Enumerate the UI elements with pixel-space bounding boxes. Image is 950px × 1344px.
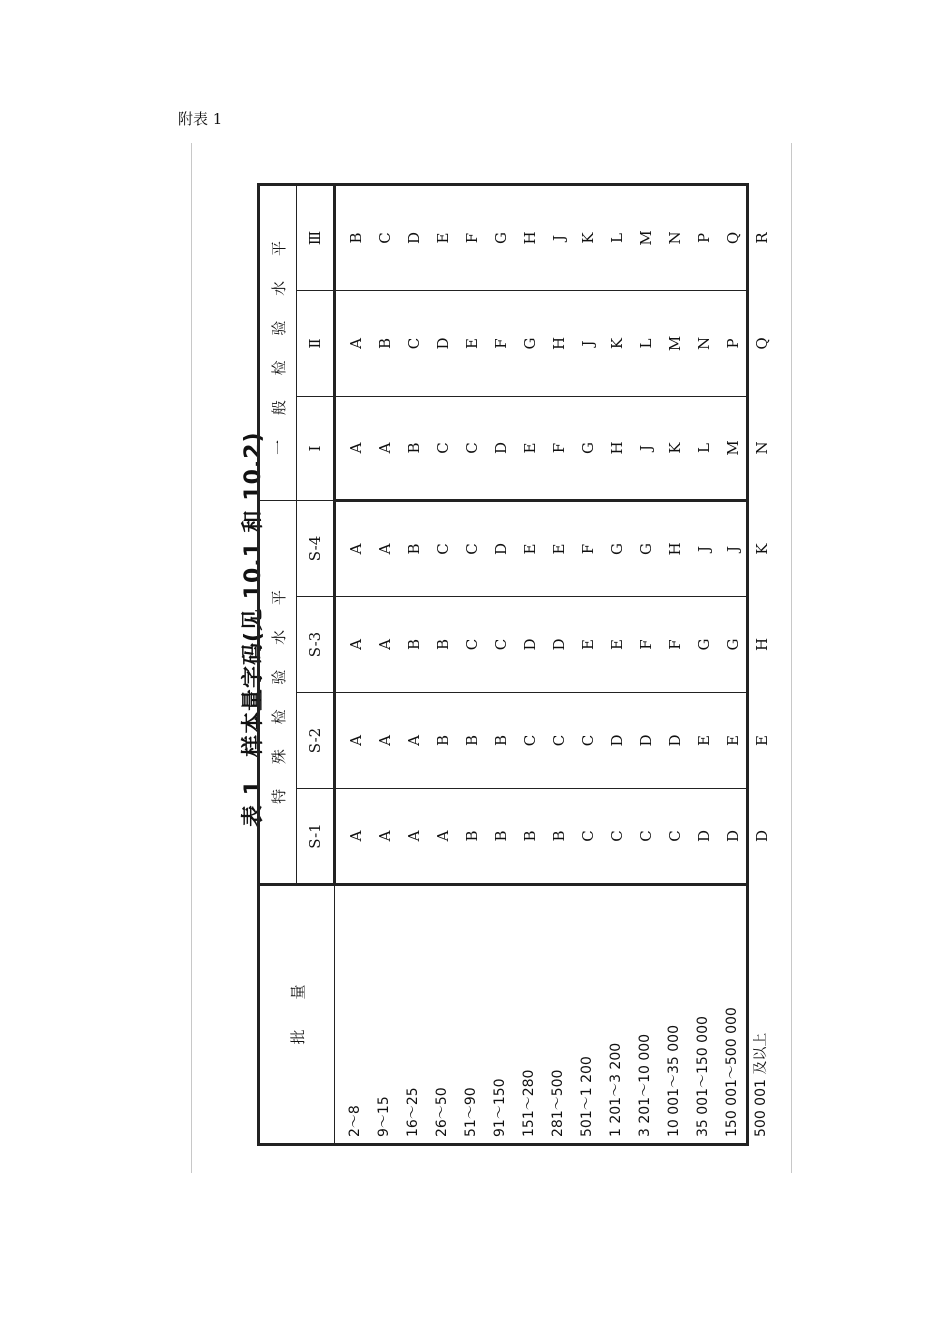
column-header: S-4 xyxy=(297,500,335,596)
rotated-table-block xyxy=(192,164,792,1146)
code-letter: L xyxy=(608,232,626,243)
code-letter: C xyxy=(608,830,626,842)
code-column-level-1 xyxy=(335,396,771,500)
lot-size-column xyxy=(335,885,769,1145)
code-letter: C xyxy=(463,442,481,454)
code-letter: D xyxy=(492,542,510,555)
code-letter: F xyxy=(666,639,684,650)
code-letter: C xyxy=(666,830,684,842)
code-letter: D xyxy=(492,441,510,454)
lot-size-value: 35 001～150 000 xyxy=(695,1016,711,1137)
code-letter: B xyxy=(405,638,423,651)
code-letter: B xyxy=(492,734,510,747)
code-letter: F xyxy=(579,543,597,555)
sample-size-code-table xyxy=(257,183,771,1146)
lot-size-value: 500 001 及以上 xyxy=(753,1032,769,1137)
code-letter: C xyxy=(637,830,655,842)
code-letter: A xyxy=(347,735,365,746)
column-header: Ⅲ xyxy=(297,184,335,290)
code-letter: B xyxy=(405,543,423,555)
lot-size-value: 2～8 xyxy=(347,1105,363,1137)
code-letter: C xyxy=(579,830,597,842)
code-letter: C xyxy=(492,638,510,651)
code-letter: E xyxy=(521,442,539,454)
code-letter: D xyxy=(666,734,684,747)
lot-size-value: 151～280 xyxy=(521,1069,537,1137)
code-letter: E xyxy=(434,232,452,244)
code-letter: B xyxy=(347,232,365,244)
lot-size-value: 51～90 xyxy=(463,1087,479,1137)
code-letter: F xyxy=(492,338,510,349)
code-letter: A xyxy=(405,830,423,842)
code-letter: A xyxy=(376,543,394,555)
code-column-s2 xyxy=(335,693,771,789)
code-letter: B xyxy=(550,830,568,842)
lot-size-value: 9～15 xyxy=(376,1096,392,1137)
code-letter: P xyxy=(724,338,742,349)
code-letter: A xyxy=(405,735,423,746)
code-letter: H xyxy=(666,542,684,556)
column-header: Ⅰ xyxy=(297,396,335,500)
code-letter: C xyxy=(376,232,394,244)
code-letter: E xyxy=(695,735,713,746)
code-letter: B xyxy=(405,442,423,454)
code-letter: A xyxy=(376,639,394,650)
code-letter: B xyxy=(463,830,481,842)
code-letter: K xyxy=(579,232,597,244)
code-letter: N xyxy=(695,336,713,351)
code-letter: H xyxy=(608,441,626,455)
code-letter: B xyxy=(521,830,539,842)
code-column-s3 xyxy=(335,597,771,693)
code-letter: G xyxy=(521,337,539,350)
code-letter: E xyxy=(463,338,481,349)
lot-size-value: 3 201～10 000 xyxy=(637,1033,653,1137)
code-column-level-3 xyxy=(335,184,771,290)
code-letter: A xyxy=(347,338,365,349)
code-letter: F xyxy=(463,232,481,244)
code-letter: D xyxy=(695,829,713,843)
code-letter: K xyxy=(753,543,771,555)
code-letter: R xyxy=(753,232,771,244)
code-letter: G xyxy=(579,441,597,454)
code-letter: M xyxy=(724,440,742,456)
code-letter: H xyxy=(550,336,568,351)
code-letter: P xyxy=(695,232,713,244)
code-letter: D xyxy=(608,734,626,747)
code-letter: B xyxy=(463,734,481,747)
code-letter: A xyxy=(347,543,365,555)
column-header: S-2 xyxy=(297,693,335,789)
table-body-row xyxy=(335,184,748,1144)
code-letter: A xyxy=(347,639,365,650)
column-header: Ⅱ xyxy=(297,290,335,396)
code-letter: L xyxy=(695,442,713,453)
code-letter: C xyxy=(434,543,452,555)
lot-size-value: 281～500 xyxy=(550,1069,566,1137)
table-caption-number: 表 1 xyxy=(241,779,266,827)
code-letter: G xyxy=(637,543,655,555)
code-letter: Q xyxy=(724,231,742,245)
lot-size-value: 10 001～35 000 xyxy=(666,1025,682,1137)
code-letter: A xyxy=(376,830,394,842)
lot-size-value: 1 201～3 200 xyxy=(608,1042,624,1137)
code-letter: C xyxy=(405,337,423,350)
code-letter: K xyxy=(608,337,626,350)
code-letter: E xyxy=(521,543,539,555)
code-letter: D xyxy=(753,829,771,843)
code-letter: Q xyxy=(753,337,771,350)
code-letter: N xyxy=(666,231,684,245)
lot-size-value: 26～50 xyxy=(434,1087,450,1137)
code-letter: C xyxy=(434,442,452,454)
lot-size-value: 91～150 xyxy=(492,1078,508,1137)
code-letter: G xyxy=(695,638,713,651)
code-letter: J xyxy=(724,545,742,552)
code-letter: E xyxy=(608,639,626,650)
code-letter: E xyxy=(579,639,597,650)
code-column-s4 xyxy=(335,500,771,596)
column-header: S-3 xyxy=(297,597,335,693)
code-letter: K xyxy=(666,442,684,454)
appendix-label: 附表 1 xyxy=(178,110,223,128)
code-letter: D xyxy=(550,638,568,651)
code-letter: C xyxy=(521,734,539,747)
code-letter: H xyxy=(753,637,771,652)
lot-size-header: 批 量 xyxy=(259,885,335,1145)
code-letter: D xyxy=(405,231,423,244)
code-letter: G xyxy=(608,543,626,555)
code-letter: M xyxy=(666,335,684,352)
code-letter: J xyxy=(550,234,568,241)
code-letter: C xyxy=(463,543,481,555)
code-letter: B xyxy=(492,830,510,842)
table-caption-text: 样本量字码(见 10.1 和 10.2) xyxy=(241,431,266,758)
code-letter: E xyxy=(550,543,568,555)
code-letter: J xyxy=(637,444,655,451)
code-letter: J xyxy=(579,340,597,347)
code-letter: C xyxy=(550,734,568,747)
code-letter: E xyxy=(724,735,742,746)
code-letter: D xyxy=(724,829,742,843)
code-letter: D xyxy=(521,638,539,651)
code-letter: A xyxy=(347,830,365,842)
code-letter: B xyxy=(376,337,394,349)
code-letter: G xyxy=(492,231,510,244)
column-header: S-1 xyxy=(297,789,335,885)
code-letter: L xyxy=(637,338,655,349)
code-letter: A xyxy=(434,830,452,842)
code-letter: B xyxy=(434,734,452,747)
code-letter: D xyxy=(434,337,452,350)
lot-size-value: 16～25 xyxy=(405,1087,421,1137)
general-inspection-levels-header: 一 般 检 验 水 平 xyxy=(259,184,297,500)
code-letter: J xyxy=(695,545,713,552)
special-inspection-levels-header: 特 殊 检 验 水 平 xyxy=(259,500,297,884)
lot-size-value: 501～1 200 xyxy=(579,1056,595,1137)
code-letter: M xyxy=(637,230,655,246)
code-letter: E xyxy=(753,735,771,746)
code-letter: G xyxy=(724,638,742,651)
code-letter: C xyxy=(579,734,597,747)
code-letter: N xyxy=(753,441,771,455)
code-letter: C xyxy=(463,638,481,651)
code-letter: F xyxy=(637,639,655,650)
code-letter: A xyxy=(376,442,394,454)
code-letter: F xyxy=(550,442,568,454)
code-letter: B xyxy=(434,638,452,651)
code-column-s1 xyxy=(335,789,771,885)
code-letter: D xyxy=(637,734,655,747)
code-letter: H xyxy=(521,231,539,245)
code-letter: A xyxy=(376,735,394,746)
code-letter: A xyxy=(347,442,365,454)
lot-size-value: 150 001～500 000 xyxy=(724,1007,740,1137)
code-column-level-2 xyxy=(335,290,771,396)
